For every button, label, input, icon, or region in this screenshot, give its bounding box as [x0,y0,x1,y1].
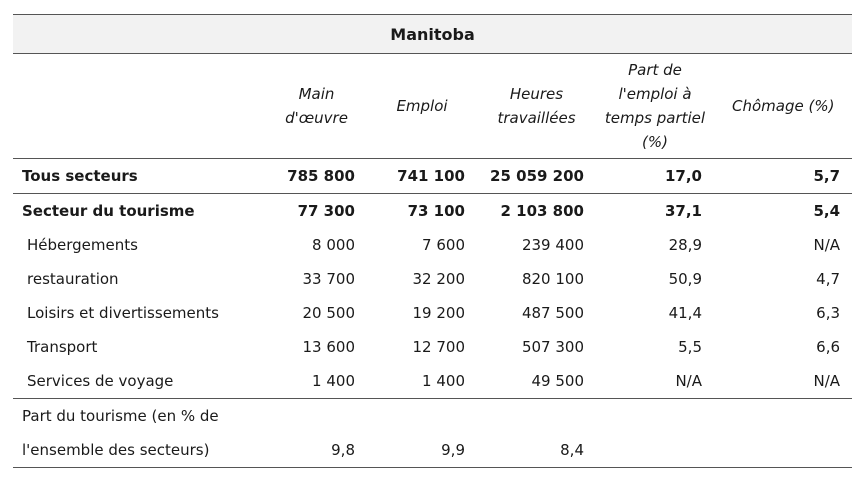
header-empty [13,54,266,159]
data-table-container [13,14,852,468]
cell-value: 41,4 [668,304,702,322]
cell-value: 507 300 [521,338,584,356]
table-row [13,364,852,399]
table-row [13,296,852,330]
table-row [13,228,852,262]
cell-value: 13 600 [302,338,355,356]
cell-value: 820 100 [521,270,584,288]
cell-value: N/A [596,364,714,399]
header-heures [477,54,596,159]
cell-value: 6,6 [816,338,841,356]
row-label: restauration [27,270,119,288]
cell-value: 77 300 [297,202,355,220]
cell-value: 20 500 [302,304,355,322]
header-chomage [714,54,852,159]
cell-value: 741 100 [367,159,477,194]
cell-value: 12 700 [412,338,465,356]
header-temps-partiel [596,54,714,159]
header-label: Chômage (%) [732,97,835,115]
cell-value: 239 400 [521,236,584,254]
cell-value: 17,0 [596,159,714,194]
cell-value: 50,9 [668,270,702,288]
table-title: Manitoba [13,15,852,54]
table-row [13,330,852,364]
cell-value: 487 500 [521,304,584,322]
share-row [13,433,852,468]
header-emploi [367,54,477,159]
table-title-row [13,15,852,54]
share-label-line2: l'ensemble des secteurs) [13,433,266,468]
tourism-table [13,14,852,468]
share-value: 9,9 [367,433,477,468]
cell-value: 8 000 [312,236,355,254]
cell-value: 6,3 [816,304,841,322]
cell-value: N/A [813,236,841,254]
cell-value: 1 400 [266,364,367,399]
header-row [13,54,852,159]
row-label: Loisirs et divertissements [27,304,219,322]
row-label: Secteur du tourisme [22,202,195,220]
cell-value: 19 200 [412,304,465,322]
cell-value: 73 100 [407,202,465,220]
cell-value: N/A [714,364,852,399]
share-label-line1: Part du tourisme (en % de [22,407,219,425]
cell-value: 49 500 [477,364,596,399]
row-label: Tous secteurs [13,159,266,194]
cell-value: 2 103 800 [500,202,584,220]
cell-value: 4,7 [816,270,841,288]
share-value: 9,8 [266,433,367,468]
header-label: Heures travaillées [497,85,576,127]
header-label: Part de l'emploi à temps partiel (%) [604,61,706,151]
cell-value: 7 600 [422,236,465,254]
share-row-top [13,399,852,434]
row-label: Transport [27,338,98,356]
row-label: Services de voyage [13,364,266,399]
header-label: Emploi [396,97,448,115]
table-row [13,194,852,229]
cell-value: 32 200 [412,270,465,288]
cell-value: 37,1 [664,202,702,220]
cell-value: 5,4 [813,202,841,220]
row-label: Hébergements [27,236,138,254]
table-row [13,262,852,296]
header-label: Main d'œuvre [285,85,348,127]
share-value: 8,4 [477,433,596,468]
cell-value: 785 800 [266,159,367,194]
cell-value: 1 400 [367,364,477,399]
cell-value: 25 059 200 [477,159,596,194]
cell-value: 5,5 [678,338,702,356]
cell-value: 28,9 [668,236,702,254]
table-row [13,159,852,194]
cell-value: 33 700 [302,270,355,288]
header-main-doeuvre [266,54,367,159]
cell-value: 5,7 [714,159,852,194]
